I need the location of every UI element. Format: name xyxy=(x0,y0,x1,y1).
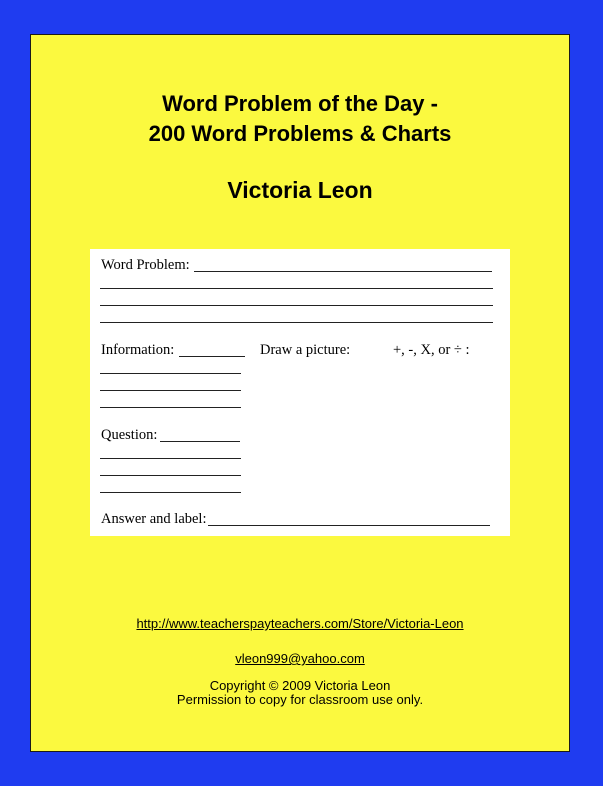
store-link[interactable]: http://www.teacherspayteachers.com/Store/Victoria-Leon xyxy=(136,616,464,631)
question-label: Question: xyxy=(101,427,158,443)
email-link[interactable]: vleon999@yahoo.com xyxy=(235,651,365,666)
operations-label: +, -, X, or ÷ : xyxy=(393,342,470,358)
answer-label: Answer and label: xyxy=(101,511,207,527)
word-problem-label: Word Problem: xyxy=(101,257,190,273)
question-line xyxy=(100,475,241,476)
question-blank xyxy=(160,441,240,442)
word-problem-line xyxy=(100,288,493,289)
answer-blank xyxy=(208,525,490,526)
author-name: Victoria Leon xyxy=(227,177,373,203)
question-line xyxy=(100,492,241,493)
information-line xyxy=(100,407,241,408)
permission-text: Permission to copy for classroom use only. xyxy=(176,692,424,707)
title-line-2: 200 Word Problems & Charts xyxy=(148,121,452,146)
draw-picture-label: Draw a picture: xyxy=(260,342,351,358)
worksheet-sample xyxy=(90,249,510,536)
information-line xyxy=(100,373,241,374)
question-line xyxy=(100,458,241,459)
information-line xyxy=(100,390,241,391)
copyright-text: Copyright © 2009 Victoria Leon xyxy=(209,678,391,693)
word-problem-line xyxy=(100,305,493,306)
title-line-1: Word Problem of the Day - xyxy=(162,91,438,116)
word-problem-blank xyxy=(194,271,492,272)
information-label: Information: xyxy=(101,342,175,358)
information-blank xyxy=(179,356,245,357)
word-problem-line xyxy=(100,322,493,323)
cover-page xyxy=(30,34,570,752)
